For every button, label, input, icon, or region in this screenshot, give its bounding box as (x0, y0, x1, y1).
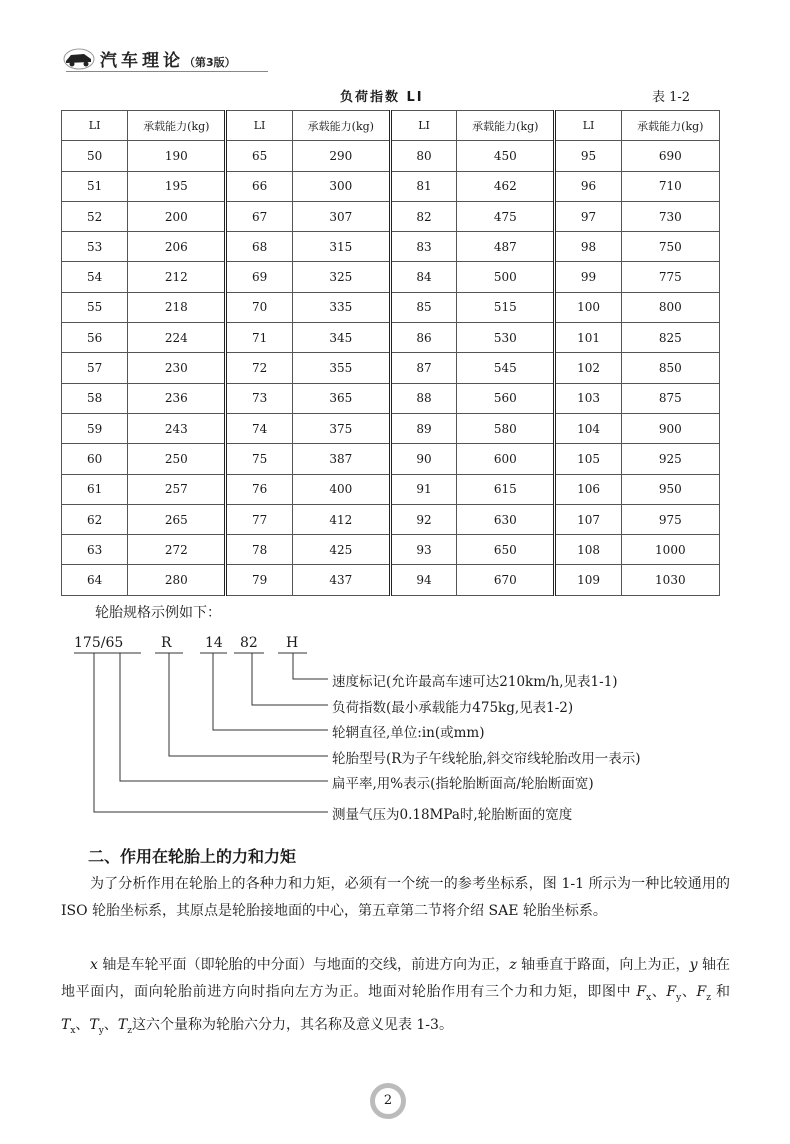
header-li: LI (555, 111, 621, 141)
cell-li: 55 (62, 292, 128, 322)
cell-li: 66 (226, 171, 292, 201)
header-capacity: 承载能力(kg) (457, 111, 555, 141)
cell-capacity: 355 (292, 353, 390, 383)
leader-rim (213, 653, 328, 730)
cell-li: 84 (390, 262, 456, 292)
cell-li: 71 (226, 323, 292, 353)
cell-capacity: 580 (457, 413, 555, 443)
cell-capacity: 307 (292, 201, 390, 231)
cell-capacity: 925 (621, 444, 719, 474)
cell-capacity: 690 (621, 141, 719, 171)
leader-aspect (120, 653, 328, 781)
paragraph: 为了分析作用在轮胎上的各种力和力矩，必须有一个统一的参考坐标系，图 1-1 所示为一种比较通用的 ISO 轮胎坐标系，其原点是轮胎接地面的中心，第五章第二节将介绍 SAE 轮胎坐标系。 (61, 876, 730, 919)
cell-capacity: 212 (128, 262, 226, 292)
desc-width: 测量气压为0.18MPa时,轮胎断面的宽度 (332, 807, 573, 823)
cell-li: 96 (555, 171, 621, 201)
cell-li: 60 (62, 444, 128, 474)
cell-capacity: 236 (128, 383, 226, 413)
desc-speed: 速度标记(允许最高车速可达210km/h,见表1-1) (332, 674, 618, 690)
cell-capacity: 335 (292, 292, 390, 322)
cell-li: 93 (390, 535, 456, 565)
cell-capacity: 425 (292, 535, 390, 565)
cell-capacity: 190 (128, 141, 226, 171)
cell-capacity: 224 (128, 323, 226, 353)
cell-li: 72 (226, 353, 292, 383)
cell-li: 103 (555, 383, 621, 413)
cell-li: 109 (555, 565, 621, 595)
cell-capacity: 530 (457, 323, 555, 353)
desc-aspect: 扁平率,用%表示(指轮胎断面高/轮胎断面宽) (332, 776, 594, 792)
edition-label: （第3版） (184, 56, 236, 69)
header-capacity: 承载能力(kg) (128, 111, 226, 141)
cell-li: 108 (555, 535, 621, 565)
cell-capacity: 630 (457, 504, 555, 534)
cell-li: 80 (390, 141, 456, 171)
cell-capacity: 600 (457, 444, 555, 474)
code-speed: H (286, 635, 299, 651)
table-row (62, 565, 720, 595)
cell-capacity: 195 (128, 171, 226, 201)
cell-li: 85 (390, 292, 456, 322)
header-capacity: 承载能力(kg) (621, 111, 719, 141)
cell-capacity: 272 (128, 535, 226, 565)
cell-capacity: 230 (128, 353, 226, 383)
header-li: LI (390, 111, 456, 141)
tire-spec-diagram (60, 630, 730, 830)
cell-capacity: 515 (457, 292, 555, 322)
cell-capacity: 375 (292, 413, 390, 443)
cell-capacity: 365 (292, 383, 390, 413)
load-index-table (61, 110, 720, 596)
cell-capacity: 325 (292, 262, 390, 292)
cell-li: 95 (555, 141, 621, 171)
table-row (62, 413, 720, 443)
cell-li: 51 (62, 171, 128, 201)
cell-li: 68 (226, 232, 292, 262)
cell-li: 58 (62, 383, 128, 413)
cell-li: 106 (555, 474, 621, 504)
code-rim: 14 (205, 635, 223, 651)
cell-capacity: 300 (292, 171, 390, 201)
cell-li: 62 (62, 504, 128, 534)
cell-li: 67 (226, 201, 292, 231)
cell-capacity: 412 (292, 504, 390, 534)
table-row (62, 232, 720, 262)
cell-capacity: 462 (457, 171, 555, 201)
cell-capacity: 875 (621, 383, 719, 413)
cell-li: 104 (555, 413, 621, 443)
cell-li: 57 (62, 353, 128, 383)
table-row (62, 141, 720, 171)
cell-capacity: 730 (621, 201, 719, 231)
table-row (62, 262, 720, 292)
cell-capacity: 387 (292, 444, 390, 474)
header-li: LI (62, 111, 128, 141)
cell-li: 102 (555, 353, 621, 383)
cell-li: 105 (555, 444, 621, 474)
table-row (62, 444, 720, 474)
cell-capacity: 290 (292, 141, 390, 171)
cell-li: 107 (555, 504, 621, 534)
cell-capacity: 1000 (621, 535, 719, 565)
cell-capacity: 615 (457, 474, 555, 504)
cell-capacity: 206 (128, 232, 226, 262)
cell-capacity: 800 (621, 292, 719, 322)
cell-li: 83 (390, 232, 456, 262)
cell-capacity: 487 (457, 232, 555, 262)
cell-li: 91 (390, 474, 456, 504)
table-row (62, 201, 720, 231)
cell-li: 86 (390, 323, 456, 353)
header-capacity: 承载能力(kg) (292, 111, 390, 141)
cell-li: 77 (226, 504, 292, 534)
header-rule (66, 71, 268, 72)
cell-capacity: 250 (128, 444, 226, 474)
cell-capacity: 437 (292, 565, 390, 595)
cell-li: 64 (62, 565, 128, 595)
cell-capacity: 650 (457, 535, 555, 565)
cell-li: 76 (226, 474, 292, 504)
cell-li: 89 (390, 413, 456, 443)
cell-li: 88 (390, 383, 456, 413)
cell-capacity: 345 (292, 323, 390, 353)
cell-capacity: 710 (621, 171, 719, 201)
cell-capacity: 257 (128, 474, 226, 504)
table-row (62, 292, 720, 322)
cell-capacity: 850 (621, 353, 719, 383)
cell-capacity: 265 (128, 504, 226, 534)
section-heading: 二、作用在轮胎上的力和力矩 (88, 847, 297, 866)
table-row (62, 353, 720, 383)
cell-li: 79 (226, 565, 292, 595)
car-logo-icon (62, 46, 96, 70)
cell-li: 97 (555, 201, 621, 231)
cell-capacity: 400 (292, 474, 390, 504)
table-row (62, 474, 720, 504)
cell-li: 74 (226, 413, 292, 443)
cell-li: 98 (555, 232, 621, 262)
cell-li: 101 (555, 323, 621, 353)
cell-li: 99 (555, 262, 621, 292)
cell-capacity: 218 (128, 292, 226, 322)
cell-capacity: 315 (292, 232, 390, 262)
cell-li: 92 (390, 504, 456, 534)
cell-li: 53 (62, 232, 128, 262)
header-li: LI (226, 111, 292, 141)
page-number: 2 (370, 1083, 406, 1119)
cell-capacity: 775 (621, 262, 719, 292)
table-row (62, 504, 720, 534)
cell-capacity: 545 (457, 353, 555, 383)
desc-type: 轮胎型号(R为子午线轮胎,斜交帘线轮胎改用一表示) (332, 751, 641, 767)
cell-li: 100 (555, 292, 621, 322)
table-row (62, 535, 720, 565)
code-load: 82 (240, 635, 258, 651)
cell-li: 65 (226, 141, 292, 171)
cell-capacity: 560 (457, 383, 555, 413)
cell-capacity: 450 (457, 141, 555, 171)
cell-li: 50 (62, 141, 128, 171)
cell-li: 75 (226, 444, 292, 474)
cell-li: 63 (62, 535, 128, 565)
table-caption (0, 86, 790, 106)
table-number: 表 1-2 (652, 90, 691, 105)
cell-capacity: 475 (457, 201, 555, 231)
cell-capacity: 900 (621, 413, 719, 443)
cell-li: 90 (390, 444, 456, 474)
cell-capacity: 243 (128, 413, 226, 443)
table-row (62, 383, 720, 413)
book-title: 汽车理论（第3版） (100, 51, 236, 71)
cell-li: 78 (226, 535, 292, 565)
table-header-row (62, 111, 720, 141)
table-row (62, 323, 720, 353)
cell-capacity: 950 (621, 474, 719, 504)
cell-capacity: 280 (128, 565, 226, 595)
code-size: 175/65 (74, 635, 124, 651)
cell-capacity: 825 (621, 323, 719, 353)
table-title: 负荷指数 LI (340, 90, 424, 105)
cell-li: 61 (62, 474, 128, 504)
cell-capacity: 1030 (621, 565, 719, 595)
leader-speed (293, 653, 328, 679)
cell-capacity: 750 (621, 232, 719, 262)
cell-li: 69 (226, 262, 292, 292)
cell-capacity: 975 (621, 504, 719, 534)
cell-li: 52 (62, 201, 128, 231)
code-type: R (161, 635, 172, 651)
cell-li: 82 (390, 201, 456, 231)
cell-li: 59 (62, 413, 128, 443)
table-row (62, 171, 720, 201)
cell-li: 70 (226, 292, 292, 322)
running-head (62, 44, 267, 74)
cell-capacity: 500 (457, 262, 555, 292)
cell-capacity: 670 (457, 565, 555, 595)
desc-load: 负荷指数(最小承载能力475kg,见表1-2) (332, 700, 574, 716)
cell-li: 87 (390, 353, 456, 383)
cell-li: 56 (62, 323, 128, 353)
cell-li: 94 (390, 565, 456, 595)
cell-li: 73 (226, 383, 292, 413)
cell-li: 81 (390, 171, 456, 201)
cell-capacity: 200 (128, 201, 226, 231)
table-body (62, 141, 720, 595)
cell-li: 54 (62, 262, 128, 292)
spec-intro: 轮胎规格示例如下： (95, 605, 221, 621)
desc-rim: 轮辋直径,单位:in(或mm) (332, 725, 485, 741)
paragraph: x 轴是车轮平面（即轮胎的中分面）与地面的交线，前进方向为正，z 轴垂直于路面，向上为正，y 轴在地平面内，面向轮胎前进方向时指向左方为正。地面对轮胎作用有三个力和力矩，即图中 $F_x$、$F_y$、$F_z$ 和 $T_x$、$T_y$、$T_z$这六个量称为轮胎六分力，其名称及意义见表 1-3。 (61, 957, 731, 1036)
